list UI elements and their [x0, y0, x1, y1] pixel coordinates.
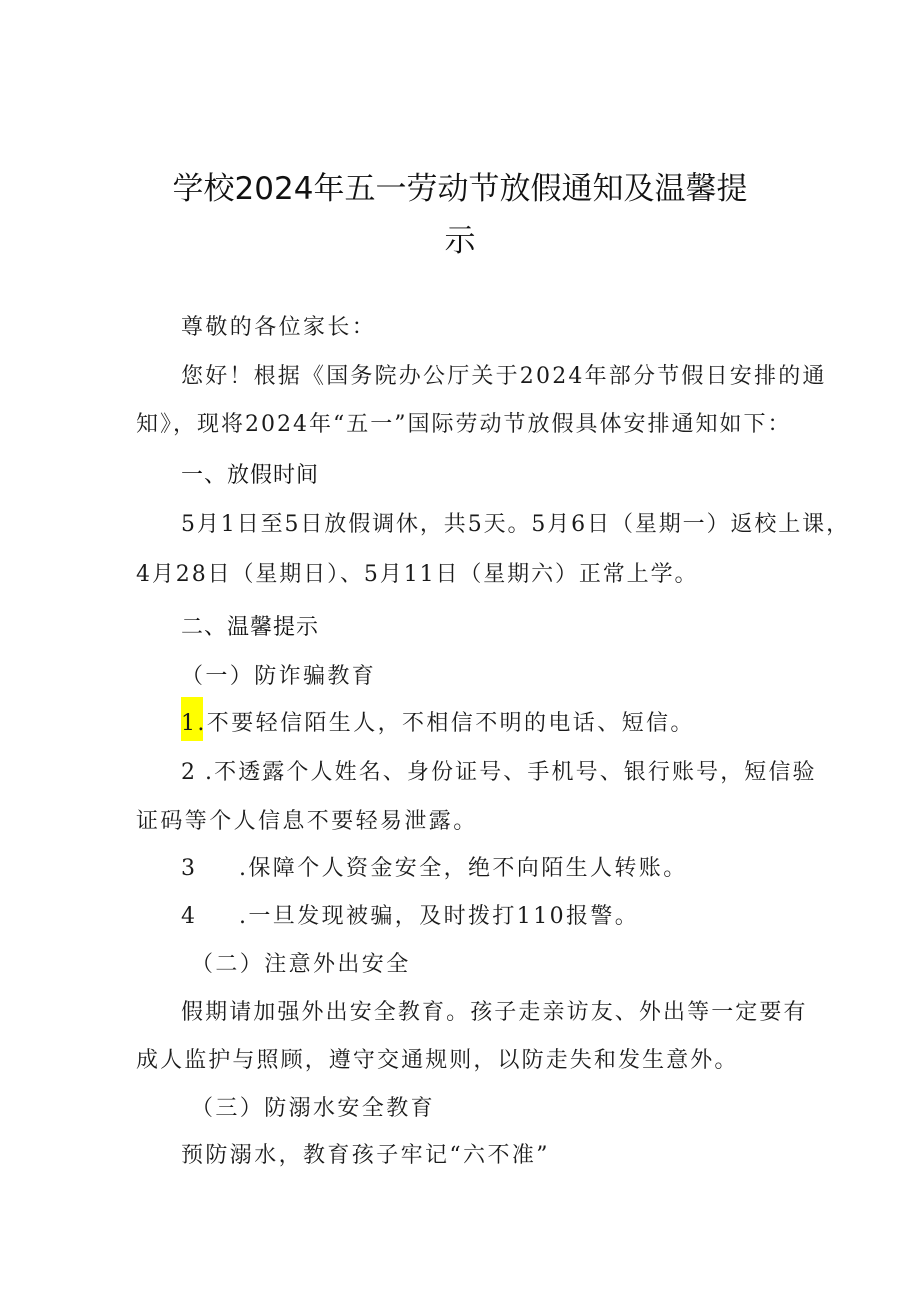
- intro-line-1: 您好！根据《国务院办公厅关于2024年部分节假日安排的通: [181, 364, 827, 389]
- holiday-schedule-line-1: 5月1日至5日放假调休，共5天。5月6日（星期一）返校上课，: [181, 512, 850, 537]
- travel-safety-line-1: 假期请加强外出安全教育。孩子走亲访友、外出等一定要有: [181, 1000, 808, 1025]
- list-item-2-text: .不透露个人姓名、身份证号、手机号、银行账号，短信验: [205, 760, 817, 785]
- list-item-3-text: .保障个人资金安全，绝不向陌生人转账。: [239, 856, 688, 881]
- list-item-3-number: 3: [181, 856, 198, 881]
- section-heading-holiday-time: 一、放假时间: [181, 463, 320, 488]
- subheading-drowning-prevention: （三）防溺水安全教育: [191, 1096, 436, 1121]
- travel-safety-line-2: 成人监护与照顾，遵守交通规则，以防走失和发生意外。: [136, 1048, 739, 1073]
- salutation: 尊敬的各位家长：: [181, 315, 377, 340]
- list-item-1: [181, 709, 695, 739]
- list-item-4: [181, 902, 639, 932]
- intro-line-2: 知》，现将2024年“五一”国际劳动节放假具体安排通知如下：: [136, 412, 792, 437]
- list-item-1-text: 不要轻信陌生人，不相信不明的电话、短信。: [206, 711, 695, 736]
- list-item-4-text: .一旦发现被骗，及时拨打110报警。: [239, 904, 640, 929]
- section-heading-tips: 二、温馨提示: [181, 615, 320, 640]
- list-item-2-continuation: 证码等个人信息不要轻易泄露。: [136, 809, 478, 834]
- list-item-4-number: 4: [181, 904, 198, 929]
- subheading-travel-safety: （二）注意外出安全: [191, 952, 411, 977]
- page-title-line-2: 示: [444, 223, 476, 259]
- list-item-1-number: 1.: [181, 711, 207, 736]
- page-title-line-1: 学校2024年五一劳动节放假通知及温馨提: [172, 171, 748, 207]
- subheading-anti-fraud: （一）防诈骗教育: [181, 664, 377, 689]
- drowning-prevention-line-1: 预防溺水，教育孩子牢记“六不准”: [181, 1143, 550, 1168]
- holiday-schedule-line-2: 4月28日（星期日）、5月11日（星期六）正常上学。: [136, 562, 699, 587]
- list-item-3: [181, 854, 688, 884]
- list-item-2: [181, 758, 817, 788]
- list-item-2-number: 2: [181, 760, 198, 785]
